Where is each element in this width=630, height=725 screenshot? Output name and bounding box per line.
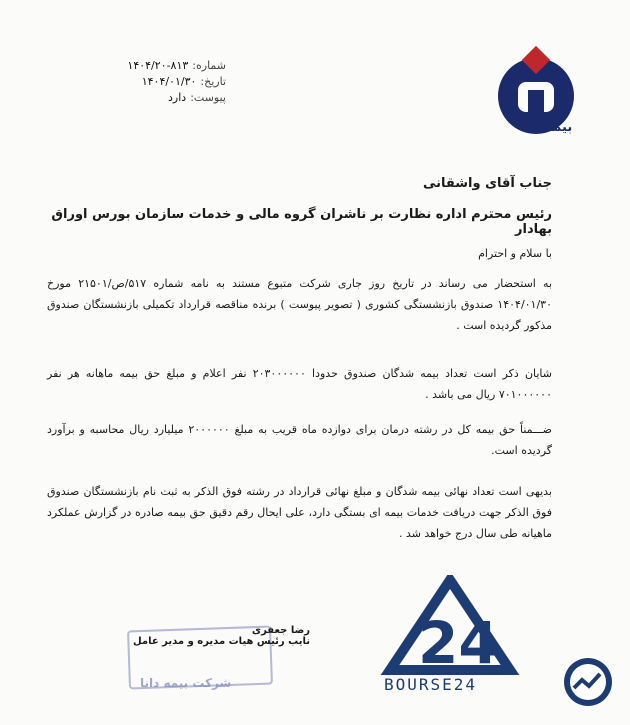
attachment-value: دارد bbox=[168, 91, 187, 104]
watermark-text: BOURSE24 bbox=[384, 675, 478, 694]
number-value: ۱۴۰۴/۲۰-۸۱۳ bbox=[127, 59, 189, 72]
svg-text:24: 24 bbox=[418, 609, 499, 677]
stamp-text: شرکت بیمه دانا bbox=[140, 676, 232, 690]
chart-badge-icon bbox=[562, 656, 614, 708]
paragraph-4: بدیهی است تعداد نهائی بیمه شدگان و مبلغ نهائی قرارداد در رشته فوق الذکر به ثبت نام بازنشستگان صندوق فوق الذکر جهت دریافت خدمات بیمه ای بستگی دارد، علی ایحال رقم دقیق حق بیمه صادره در گزارش عملکرد ماهیانه طی سال درج خواهد شد . bbox=[47, 485, 552, 540]
signatory-role: نایب رئیس هیات مدیره و مدیر عامل bbox=[133, 636, 310, 647]
signature-block bbox=[130, 625, 310, 647]
brand-name: بیمه دانا bbox=[520, 120, 573, 135]
date-value: ۱۴۰۴/۰۱/۳۰ bbox=[141, 75, 197, 88]
signatory-name: رضا جعفری bbox=[251, 625, 310, 636]
paragraph-1: به استحضار می رساند در تاریخ روز جاری شرکت متبوع مستند به نامه شماره ۵۱۷/ص/۲۱۵۰۱ مورخ ۱۴۰۴/۰۱/۳۰ صندوق بازنشستگی کشوری ( تصویر پیوست ) برنده مناقصه قرارداد تکمیلی بازنشستگان صندوق مذکور گردیده است . bbox=[47, 277, 553, 332]
paragraph-2: شایان ذکر است تعداد بیمه شدگان صندوق حدودا ۲۰۳۰۰۰۰۰۰ نفر اعلام و مبلغ حق بیمه ماهانه هر نفر ۷۰۱۰۰۰۰۰۰ ریال می باشد . bbox=[47, 367, 552, 401]
letter-meta bbox=[66, 58, 226, 106]
recipient-title: رئیس محترم اداره نظارت بر ناشران گروه مالی و خدمات سازمان بورس اوراق بهادار bbox=[51, 207, 552, 237]
recipient: جناب آقای واشقانی bbox=[422, 176, 552, 191]
attachment-label: پیوست: bbox=[190, 91, 226, 104]
number-label: شماره: bbox=[192, 59, 226, 72]
paragraph-3: ضـــمناً حق بیمه کل در رشته درمان برای دوازده ماه قریب به مبلغ ۲۰۰۰۰۰۰ میلیارد ریال محاسبه و برآورد گردیده است. bbox=[47, 423, 553, 457]
greeting: با سلام و احترام bbox=[478, 247, 552, 260]
date-label: تاریخ: bbox=[200, 75, 226, 88]
